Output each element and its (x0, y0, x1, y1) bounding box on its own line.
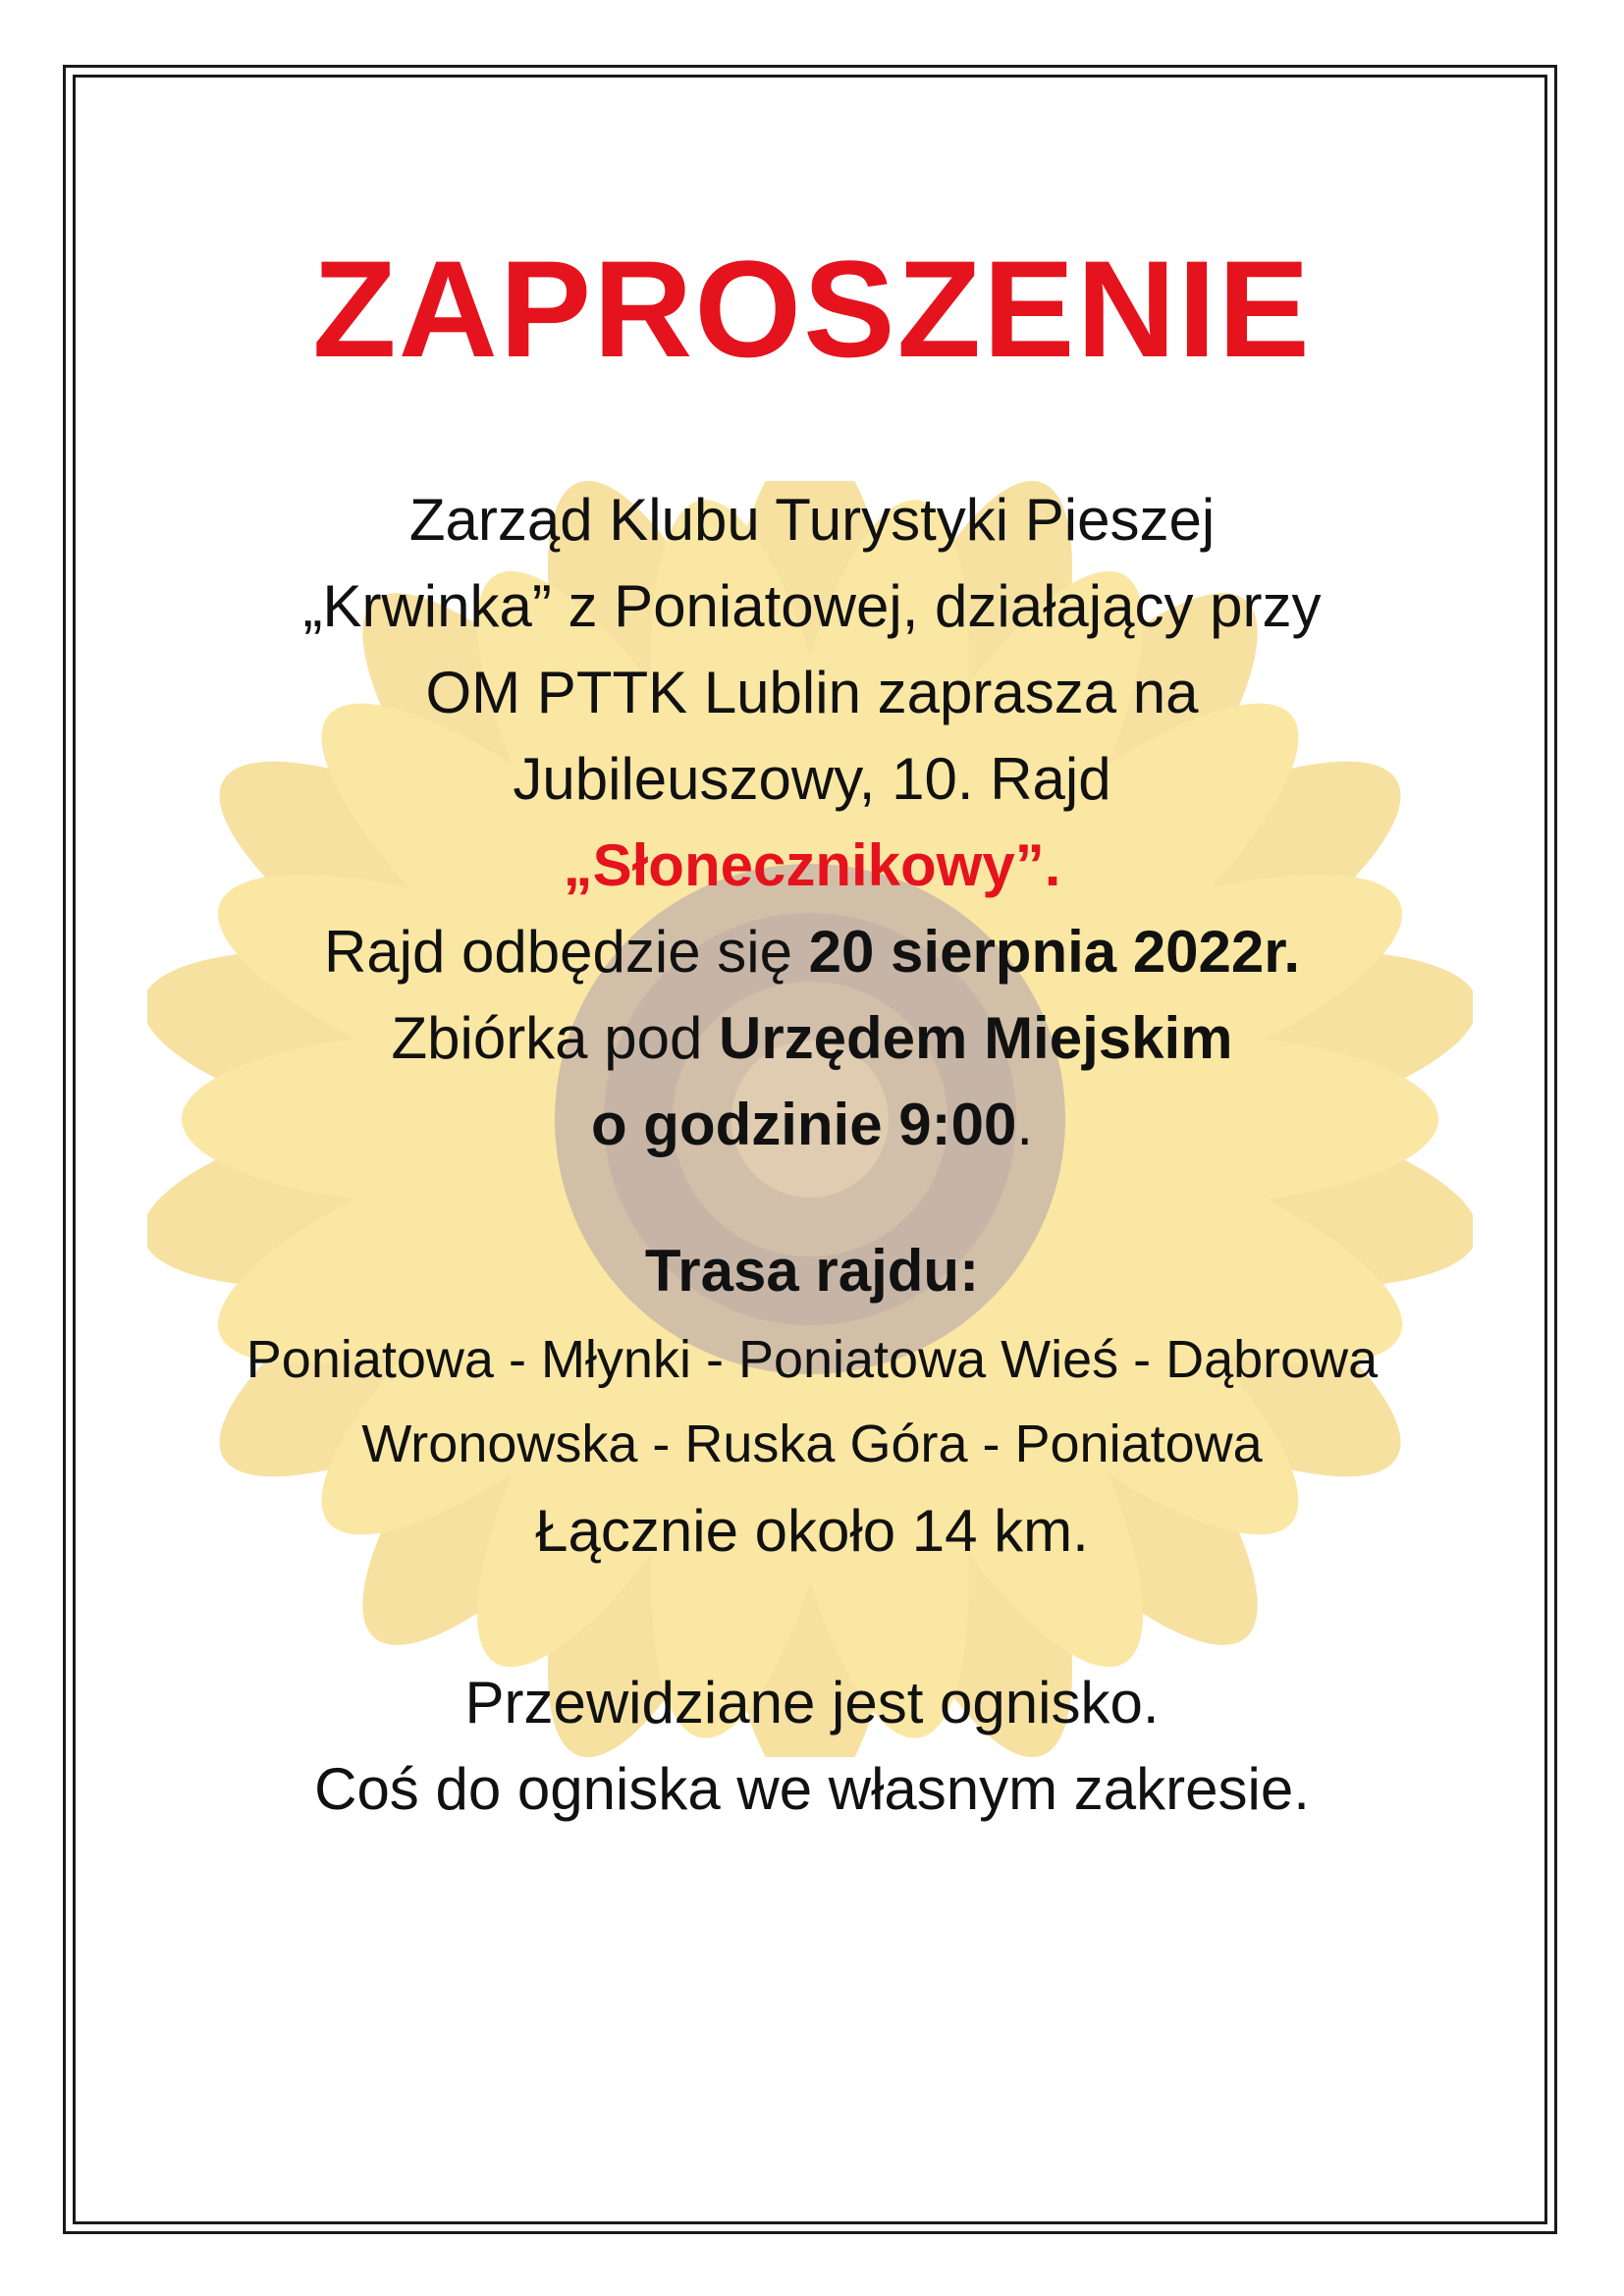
rally-date: 20 sierpnia 2022r. (808, 919, 1301, 985)
intro-line-4: Jubileuszowy, 10. Rajd (513, 746, 1111, 812)
time-line-suffix: . (1016, 1092, 1034, 1157)
intro-line-2: „Krwinka” z Poniatowej, działający przy (302, 573, 1322, 639)
route-total-distance: Łącznie około 14 km. (535, 1498, 1089, 1564)
intro-line-3: OM PTTK Lublin zaprasza na (425, 660, 1199, 725)
meeting-line-prefix: Zbiórka pod (391, 1005, 719, 1071)
date-line (79, 913, 1545, 991)
route-heading: Trasa rajdu: (644, 1238, 980, 1304)
meeting-time: o godzinie 9:00 (590, 1092, 1017, 1157)
page-title: ZAPROSZENIE (312, 232, 1312, 386)
time-line (79, 1086, 1545, 1164)
intro-line-1: Zarząd Klubu Turystyki Pieszej (408, 487, 1216, 553)
closing-line-2: Coś do ogniska we własnym zakresie. (314, 1756, 1310, 1822)
route-line-1: Poniatowa - Młynki - Poniatowa Wieś - Dąbrowa (245, 1330, 1379, 1389)
route-line-2: Wronowska - Ruska Góra - Poniatowa (361, 1415, 1263, 1473)
closing-line-1: Przewidziane jest ognisko. (464, 1670, 1160, 1735)
rally-name: „Słonecznikowy”. (563, 832, 1061, 898)
date-line-prefix: Rajd odbędzie się (323, 919, 809, 985)
meeting-line (79, 999, 1545, 1078)
meeting-place: Urzędem Miejskim (718, 1005, 1233, 1071)
